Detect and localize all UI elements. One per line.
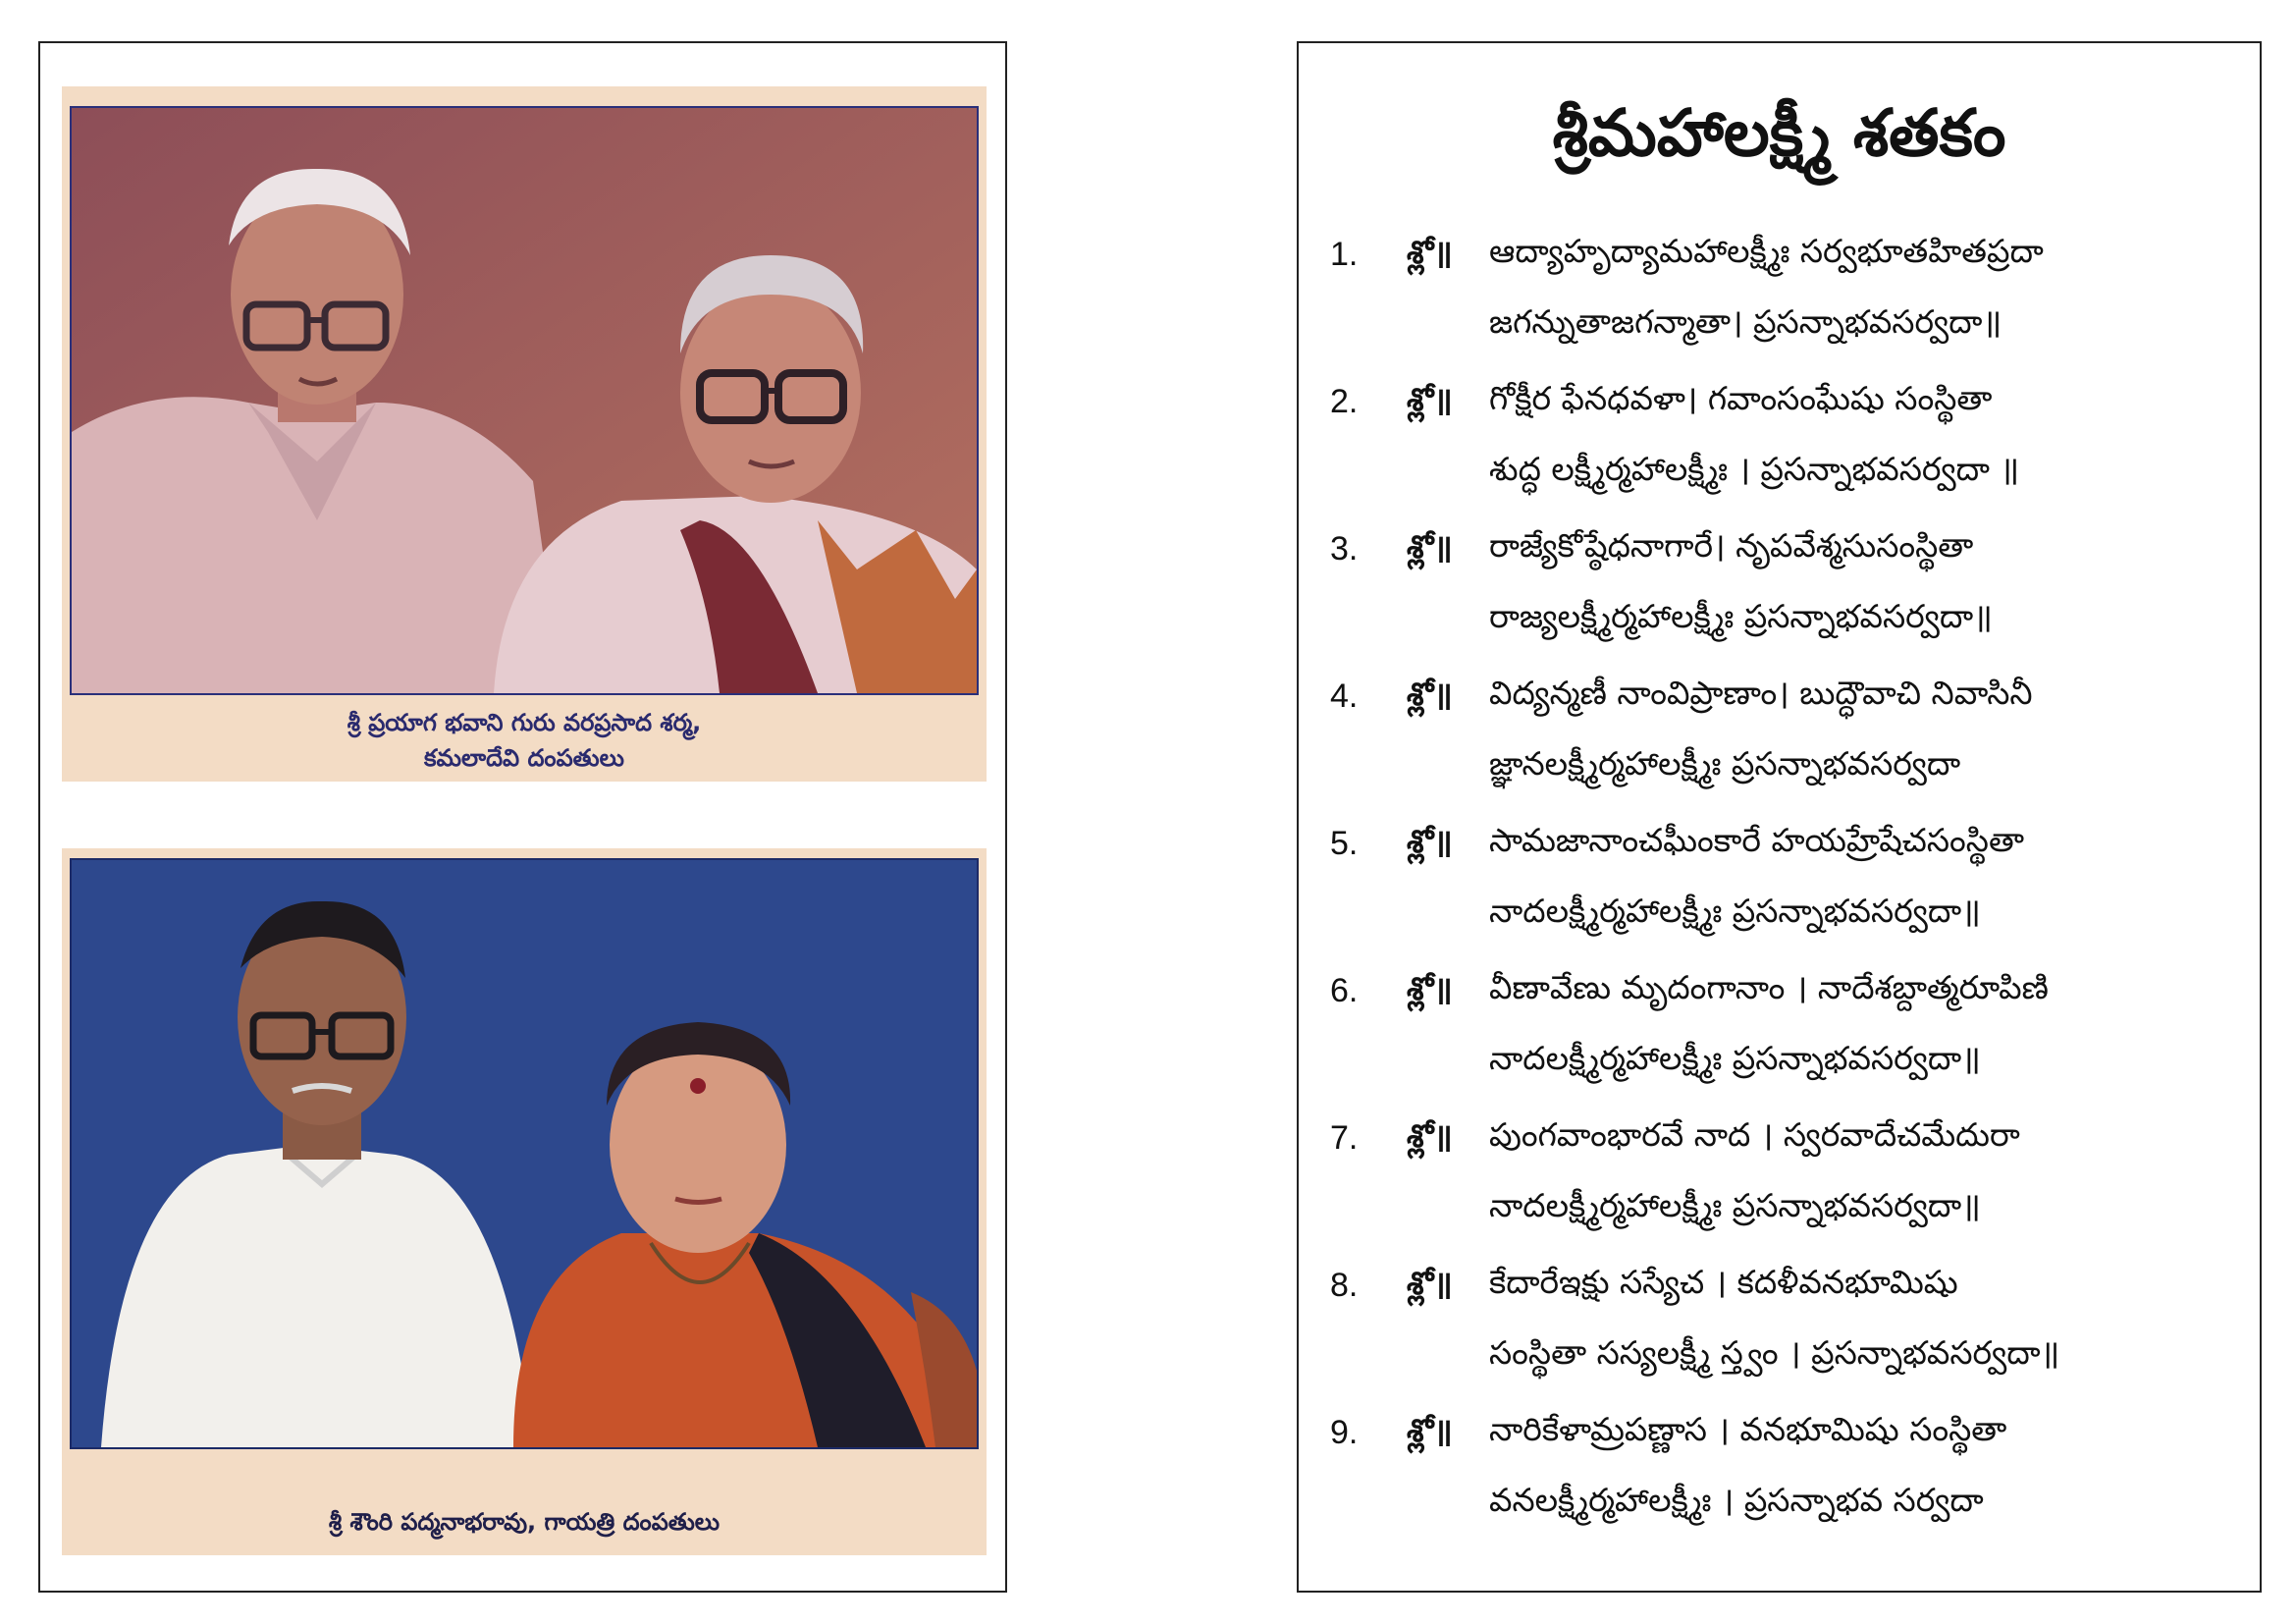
verse-item <box>1299 1251 2260 1398</box>
verse-line-2: శుద్ధ లక్ష్మీర్మహాలక్ష్మీః । ప్రసన్నాభవసర్వదా ॥ <box>1489 450 2020 488</box>
verse-item <box>1299 809 2260 956</box>
verse-number: 3. <box>1330 530 1359 568</box>
verse-number: 5. <box>1330 825 1359 862</box>
verse-mark: శ్లో॥ <box>1407 234 1453 271</box>
verse-line-2: రాజ్యలక్ష్మీర్మహాలక్ష్మీః ప్రసన్నాభవసర్వదా॥ <box>1489 597 1993 635</box>
couple-photo-card-1 <box>62 86 987 782</box>
verse-line-2: నాదలక్ష్మీర్మహాలక్ష్మీః ప్రసన్నాభవసర్వదా॥ <box>1489 1039 1981 1077</box>
verse-mark: శ్లో॥ <box>1407 676 1453 713</box>
verse-line-2: వనలక్ష్మీర్మహాలక్ష్మీః । ప్రసన్నాభవ సర్వదా <box>1489 1481 1984 1519</box>
verse-mark: శ్లో॥ <box>1407 1117 1453 1155</box>
verse-mark: శ్లో॥ <box>1407 1265 1453 1302</box>
verse-line-1: రాజ్యేకోష్ఠేధనాగారే। నృపవేశ్మసుసంస్థితా <box>1489 526 1974 565</box>
verse-number: 6. <box>1330 972 1359 1009</box>
verse-line-1: ఆద్యాహృద్యామహాలక్ష్మీః సర్వభూతహితప్రదా <box>1489 232 2044 270</box>
couple-illustration <box>72 860 977 1447</box>
verse-item <box>1299 662 2260 809</box>
verse-line-2: సంస్థితా సస్యలక్ష్మీ స్త్వం । ప్రసన్నాభవసర్వదా॥ <box>1489 1333 2060 1372</box>
verse-line-2: నాదలక్ష్మీర్మహాలక్ష్మీః ప్రసన్నాభవసర్వదా॥ <box>1489 892 1981 930</box>
verse-item <box>1299 956 2260 1104</box>
photo-1-caption-line1: శ్రీ ప్రయాగ భవాని గురు వరప్రసాద శర్మ, <box>347 709 702 736</box>
photo-1-caption-line2: కమలాదేవి దంపతులు <box>424 744 624 772</box>
photo-2-caption: శ్రీ శౌంరి పద్మనాభరావు, గాయత్రి దంపతులు <box>328 1508 721 1536</box>
verse-line-2: జగన్నుతాజగన్మాతా। ప్రసన్నాభవసర్వదా॥ <box>1489 302 2002 341</box>
verse-mark: శ్లో॥ <box>1407 381 1453 418</box>
verse-mark: శ్లో॥ <box>1407 1412 1453 1449</box>
verse-item <box>1299 367 2260 514</box>
verse-number: 9. <box>1330 1414 1359 1451</box>
verse-mark: శ్లో॥ <box>1407 528 1453 566</box>
verse-number: 4. <box>1330 677 1359 715</box>
verse-mark: శ్లో॥ <box>1407 970 1453 1007</box>
verse-line-1: వీణావేణు మృదంగానాం । నాదేశబ్దాత్మరూపిణి <box>1489 968 2049 1006</box>
verse-mark: శ్లో॥ <box>1407 823 1453 860</box>
verse-line-1: సామజానాంచఘీంకారే హయహ్రేషేచసంస్థితా <box>1489 821 2025 859</box>
verse-line-2: జ్ఞానలక్ష్మీర్మహాలక్ష్మీః ప్రసన్నాభవసర్వదా <box>1489 744 1961 783</box>
verse-item <box>1299 220 2260 367</box>
elderly-couple-illustration <box>72 108 977 693</box>
verse-number: 8. <box>1330 1267 1359 1304</box>
verse-number: 1. <box>1330 236 1359 273</box>
couple-photo-card-2 <box>62 848 987 1555</box>
couple-photo-1 <box>70 106 979 695</box>
verse-list <box>1299 220 2260 1545</box>
photo-1-caption <box>62 705 987 776</box>
verse-line-1: విద్యన్మణీ నాంవిప్రాణాం। బుద్ధౌవాచి నివాసినీ <box>1489 674 2033 712</box>
right-page <box>1297 41 2262 1593</box>
verse-line-1: కేదారేఇక్షు సస్యేచ । కదళీవనభూమిషు <box>1489 1263 1958 1301</box>
verse-line-1: పుంగవాంభారవే నాద । స్వరవాదేచమేదురా <box>1489 1115 2020 1154</box>
verse-item <box>1299 514 2260 662</box>
verse-number: 7. <box>1330 1119 1359 1157</box>
verse-item <box>1299 1104 2260 1251</box>
verse-item <box>1299 1398 2260 1545</box>
verse-line-1: గోక్షీర ఫేనధవళా। గవాంసంఘేషు సంస్థితా <box>1489 379 1993 417</box>
verse-line-1: నారికేళామ్రపణ్ణాస । వనభూమిషు సంస్థితా <box>1489 1410 2007 1448</box>
couple-photo-2 <box>70 858 979 1449</box>
verse-line-2: నాదలక్ష్మీర్మహాలక్ష్మీః ప్రసన్నాభవసర్వదా॥ <box>1489 1186 1981 1224</box>
verse-number: 2. <box>1330 383 1359 420</box>
left-page <box>38 41 1007 1593</box>
page-title: శ్రీమహాలక్ష్మీ శతకం <box>1552 94 2006 171</box>
